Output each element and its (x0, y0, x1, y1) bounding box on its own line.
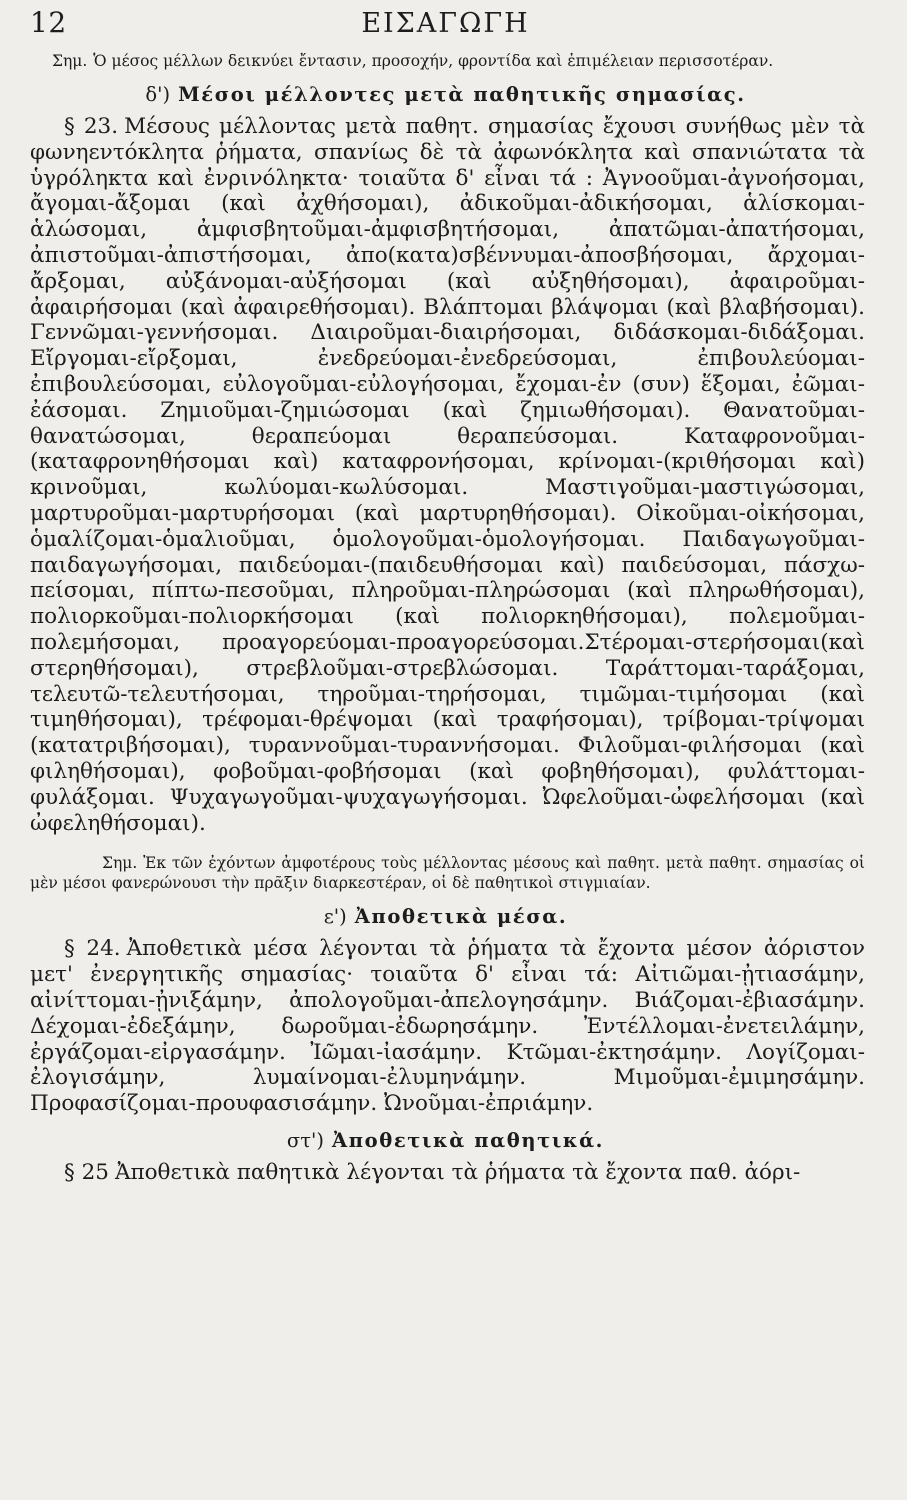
paragraph-24 (26, 936, 865, 1117)
note-text: Ὁ μέσος μέλλων δεικνύει ἔντασιν, προσοχήν, φροντίδα καὶ ἐπιμέλειαν περισσοτέραν. (93, 52, 774, 70)
section-title: Μέσοι μέλλοντες μετὰ παθητικῆς σημασίας. (178, 83, 746, 106)
paragraph-23 (26, 114, 865, 836)
note-text: Ἐκ τῶν ἐχόντων ἀμφοτέρους τοὺς μέλλοντας μέσους καὶ παθητ. μετὰ παθητ. σημασίας οἱ μὲν μέσοι φανερώνουσι τὴν πρᾶξιν διαρκεστέραν, οἱ δὲ παθητικοὶ στιγμιαίαν. (30, 854, 865, 892)
note-future-middle (30, 52, 865, 71)
section-number: ε') (323, 905, 347, 929)
section-title: Ἀποθετικὰ παθητικά. (332, 1128, 605, 1152)
section-number: στ') (286, 1128, 324, 1152)
paragraph-text: Ἀποθετικὰ παθητικὰ λέγονται τὰ ῥήματα τὰ ἔχοντα παθ. ἀόρι- (114, 1159, 801, 1185)
page-number: 12 (30, 6, 67, 39)
note-label: Σημ. (102, 854, 138, 873)
paragraph-number: § 25 (64, 1159, 109, 1185)
section-number: δ') (145, 83, 171, 106)
note-middle-passive (30, 854, 865, 893)
paragraph-number: § 24. (64, 936, 121, 962)
paragraph-number: § 23. (64, 114, 119, 139)
note-label: Σημ. (52, 52, 88, 70)
running-title: ΕΙΣΑΓΩΓΗ (361, 8, 530, 39)
section-heading-d (26, 83, 865, 106)
section-heading-st (26, 1129, 865, 1152)
section-title: Ἀποθετικὰ μέσα. (354, 905, 568, 929)
section-heading-e (26, 905, 865, 928)
paragraph-text: Μέσους μέλλοντας μετὰ παθητ. σημασίας ἔχουσι συνήθως μὲν τὰ φωνηεντόκλητα ῥήματα, σπανίως δὲ τὰ ἀφωνόκλητα καὶ σπανιώτατα τὰ ὑγρόληκτα καὶ ἐνρινόληκτα· τοιαῦτα δ' εἶναι τά : Ἀγνοοῦμαι-ἀγνοήσομαι, ἄγομαι-ἄξομαι (καὶ ἀχθήσομαι), ἀδικοῦμαι-ἀδικήσομαι, ἁλίσκομαι-ἁλώσομαι, ἀμφισβητοῦμαι-ἀμφισβητήσομαι, ἀπατῶμαι-ἀπατήσομαι, ἀπιστοῦμαι-ἀπιστήσομαι, ἀπο(κατα)σβέννυμαι-ἀποσβήσομαι, ἄρχομαι-ἄρξομαι, αὐξάνομαι-αὐξήσομαι (καὶ αὐξηθήσομαι), ἀφαιροῦμαι-ἀφαιρήσομαι (καὶ ἀφαιρεθήσομαι). Βλάπτομαι βλάψομαι (καὶ βλαβήσομαι). Γεννῶμαι-γεννήσομαι. Διαιροῦμαι-διαιρήσομαι, διδάσκομαι-διδάξομαι. Εἴργομαι-εἴρξομαι, ἐνεδρεύομαι-ἐνεδρεύσομαι, ἐπιβουλεύομαι-ἐπιβουλεύσομαι, εὐλογοῦμαι-εὐλογήσομαι, ἔχομαι-ἐν (συν) ἕξομαι, ἐῶμαι-ἐάσομαι. Ζημιοῦμαι-ζημιώσομαι (καὶ ζημιωθήσομαι). Θανατοῦμαι-θανατώσομαι, θεραπεύομαι θεραπεύσομαι. Καταφρονοῦμαι-(καταφρονηθήσομαι καὶ) καταφρονήσομαι, κρίνομαι-(κριθήσομαι καὶ) κρινοῦμαι, κωλύομαι-κωλύσομαι. Μαστιγοῦμαι-μαστιγώσομαι, μαρτυροῦμαι-μαρτυρήσομαι (καὶ μαρτυρηθήσομαι). Οἰκοῦμαι-οἰκήσομαι, ὁμαλίζομαι-ὁμαλιοῦμαι, ὁμολογοῦμαι-ὁμολογήσομαι. Παιδαγωγοῦμαι-παιδαγωγήσομαι, παιδεύομαι-(παιδευθήσομαι καὶ) παιδεύσομαι, πάσχω-πείσομαι, πίπτω-πεσοῦμαι, πληροῦμαι-πληρώσομαι (καὶ πληρωθήσομαι), πολιορκοῦμαι-πολιορκήσομαι (καὶ πολιορκηθήσομαι), πολεμοῦμαι-πολεμήσομαι, προαγορεύομαι-προαγορεύσομαι.Στέρομαι-στερήσομαι(καὶ στερηθήσομαι), στρεβλοῦμαι-στρεβλώσομαι. Ταράττομαι-ταράξομαι, τελευτῶ-τελευτήσομαι, τηροῦμαι-τηρήσομαι, τιμῶμαι-τιμήσομαι (καὶ τιμηθήσομαι), τρέφομαι-θρέψομαι (καὶ τραφήσομαι), τρίβομαι-τρίψομαι (κατατριβήσομαι), τυραννοῦμαι-τυραννήσομαι. Φιλοῦμαι-φιλήσομαι (καὶ φιληθήσομαι), φοβοῦμαι-φοβήσομαι (καὶ φοβηθήσομαι), φυλάττομαι-φυλάξομαι. Ψυχαγωγοῦμαι-ψυχαγωγήσομαι. Ὠφελοῦμαι-ὠφελήσομαι (καὶ ὠφεληθήσομαι). (30, 114, 865, 836)
paragraph-25 (26, 1160, 865, 1186)
paragraph-text: Ἀποθετικὰ μέσα λέγονται τὰ ῥήματα τὰ ἔχοντα μέσον ἀόριστον μετ' ἐνεργητικῆς σημασίας· τοιαῦτα δ' εἶναι τά: Αἰτιῶμαι-ᾐτιασάμην, αἰνίττομαι-ᾐνιξάμην, ἀπολογοῦμαι-ἀπελογησάμην. Βιάζομαι-ἐβιασάμην. Δέχομαι-ἐδεξάμην, δωροῦμαι-ἐδωρησάμην. Ἐντέλλομαι-ἐνετειλάμην, ἐργάζομαι-εἰργασάμην. Ἰῶμαι-ἰασάμην. Κτῶμαι-ἐκτησάμην. Λογίζομαι-ἐλογισάμην, λυμαίνομαι-ἐλυμηνάμην. Μιμοῦμαι-ἐμιμησάμην. Προφασίζομαι-προυφασισάμην. Ὠνοῦμαι-ἐπριάμην. (30, 936, 865, 1117)
page-header (26, 0, 865, 52)
